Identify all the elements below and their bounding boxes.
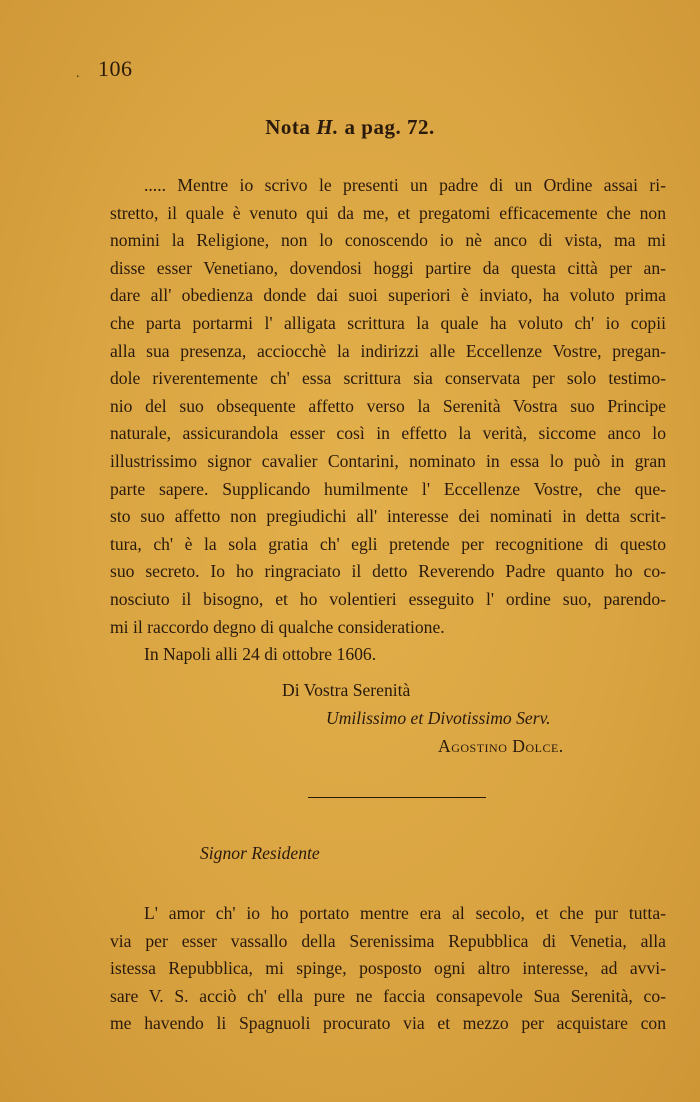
text-line: sare V. S. acciò ch' ella pure ne faccia consapevole Sua Serenità, co- (110, 985, 666, 1006)
letter-2-body (110, 900, 666, 1038)
text-line: nosciuto il bisogno, et ho volentieri esseguito l' ordine suo, parendo- (110, 588, 666, 609)
text-line: nio del suo obsequente affetto verso la Serenità Vostra suo Principe (110, 395, 666, 416)
signature-closing: Di Vostra Serenità (282, 680, 411, 700)
note-heading-suffix: a pag. 72. (338, 115, 435, 139)
text-line: sto suo affetto non pregiudichi all' interesse dei nominati in detta scrit- (110, 506, 666, 527)
text-line: ..... Mentre io scrivo le presenti un padre di un Ordine assai ri- (144, 175, 666, 195)
text-line: me havendo li Spagnuoli procurato via et mezzo per acquistare con (110, 1013, 666, 1034)
text-line: illustrissimo signor cavalier Contarini, nominato in essa lo può in gran (110, 450, 666, 471)
note-heading-prefix: Nota (265, 115, 317, 139)
text-line: alla sua presenza, acciocchè la indirizzi alle Eccellenze Vostre, pregan- (110, 340, 666, 361)
text-line: dare all' obedienza donde dai suoi superiori è inviato, ha voluto prima (110, 285, 666, 306)
letter-1-body (110, 172, 666, 669)
letter-2-salutation: Signor Residente (200, 843, 320, 863)
text-line: via per esser vassallo della Serenissima Repubblica di Venetia, alla (110, 930, 666, 951)
text-line: naturale, assicurandola esser così in effetto la verità, siccome anco lo (110, 423, 666, 444)
text-line: suo secreto. Io ho ringraciato il detto Reverendo Padre quanto ho co- (110, 561, 666, 582)
signature-title: Umilissimo et Divotissimo Serv. (326, 708, 551, 728)
date-line: In Napoli alli 24 di ottobre 1606. (144, 644, 377, 665)
text-line: mi il raccordo degno di qualche consideratione. (110, 616, 445, 637)
text-line: nomini la Religione, non lo conoscendo io nè anco di vista, ma mi (110, 230, 666, 251)
text-line: parte sapere. Supplicando humilmente l' Eccellenze Vostre, che que- (110, 478, 666, 499)
text-line: stretto, il quale è venuto qui da me, et pregatomi efficacemente che non (110, 202, 666, 223)
note-heading-letter: H. (316, 115, 339, 139)
signature-name: Agostino Dolce. (438, 736, 564, 756)
page-number: 106 (98, 56, 133, 81)
text-line: che parta portarmi l' alligata scrittura la quale ha voluto ch' io copii (110, 312, 666, 333)
text-line: L' amor ch' io ho portato mentre era al secolo, et che pur tutta- (144, 903, 666, 923)
text-line: disse esser Venetiano, dovendosi hoggi partire da questa città per an- (110, 257, 666, 278)
section-divider (308, 797, 486, 798)
text-line: istessa Repubblica, mi spinge, posposto ogni altro interesse, ad avvi- (110, 958, 666, 979)
note-heading (0, 115, 700, 140)
text-line: dole riverentemente ch' essa scrittura sia conservata per solo testimo- (110, 368, 666, 389)
text-line: tura, ch' è la sola gratia ch' egli pretende per recognitione di questo (110, 533, 666, 554)
ink-speck: . (76, 66, 80, 81)
